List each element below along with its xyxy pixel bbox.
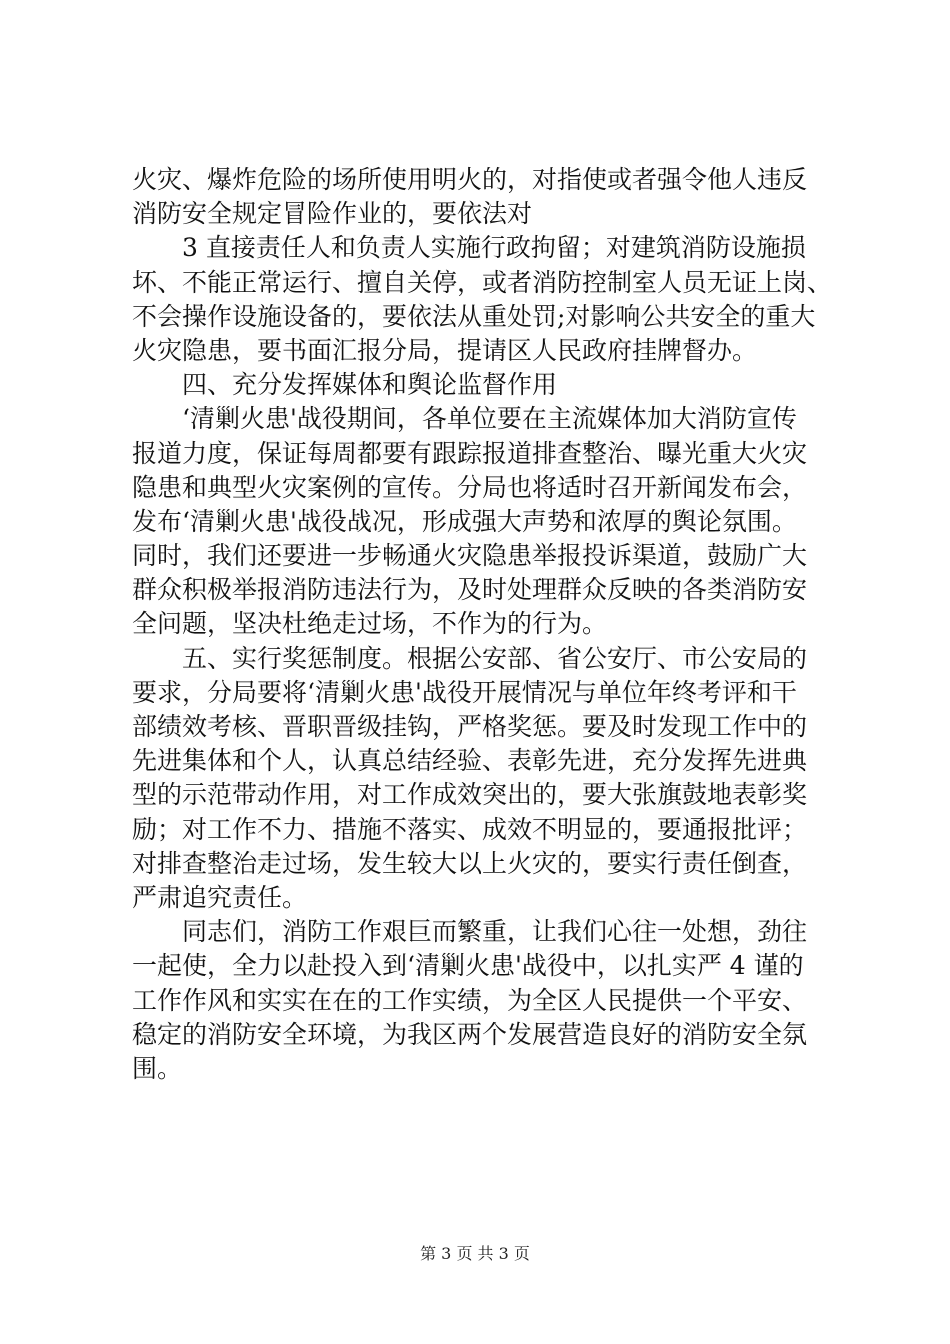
text-line: 稳定的消防安全环境，为我区两个发展营造良好的消防安全氛 [132,1019,808,1049]
text-line: 型的示范带动作用，对工作成效突出的，要大张旗鼓地表彰奖 [132,780,808,810]
document-body [132,163,832,1086]
text-line: 对排查整治走过场，发生较大以上火灾的，要实行责任倒查， [132,848,808,878]
text-line: 报道力度，保证每周都要有跟踪报道排查整治、曝光重大火灾 [132,438,808,468]
text-line: 围。 [132,1053,183,1083]
text-line: 一起使，全力以赴投入到‘清剿火患'战役中，以扎实严 4 谨的 [132,951,804,981]
text-line: 发布‘清剿火患'战役战况，形成强大声势和浓厚的舆论氛围。 [132,506,797,536]
page-number: 第 3 页 共 3 页 [420,1244,530,1263]
text-line: 坏、不能正常运行、擅自关停，或者消防控制室人员无证上岗、 [132,267,833,297]
page-footer [0,1244,950,1264]
text-line: 全问题，坚决杜绝走过场，不作为的行为。 [132,609,608,639]
text-line: 工作作风和实实在在的工作实绩，为全区人民提供一个平安、 [132,985,808,1015]
text-line: 同志们，消防工作艰巨而繁重，让我们心往一处想，劲往 [132,917,808,947]
text-line: 先进集体和个人，认真总结经验、表彰先进，充分发挥先进典 [132,746,808,776]
text-line: 五、实行奖惩制度。根据公安部、省公安厅、市公安局的 [132,643,808,673]
text-line: 火灾隐患，要书面汇报分局，提请区人民政府挂牌督办。 [132,335,758,365]
section-heading: 四、充分发挥媒体和舆论监督作用 [132,370,558,400]
text-line: 隐患和典型火灾案例的宣传。分局也将适时召开新闻发布会， [132,472,808,502]
text-line: 同时，我们还要进一步畅通火灾隐患举报投诉渠道，鼓励广大 [132,541,808,571]
text-line: 励；对工作不力、措施不落实、成效不明显的，要通报批评； [132,814,808,844]
text-line: 群众积极举报消防违法行为，及时处理群众反映的各类消防安 [132,575,808,605]
text-line: 严肃追究责任。 [132,882,308,912]
text-line: 3 直接责任人和负责人实施行政拘留；对建筑消防设施损 [132,233,806,263]
text-line: 要求，分局要将‘清剿火患'战役开展情况与单位年终考评和干 [132,677,797,707]
text-line: 消防安全规定冒险作业的，要依法对 [132,199,533,229]
text-line: 火灾、爆炸危险的场所使用明火的，对指使或者强令他人违反 [132,165,808,194]
text-line: ‘清剿火患'战役期间，各单位要在主流媒体加大消防宣传 [132,404,797,434]
text-line: 不会操作设施设备的，要依法从重处罚;对影响公共安全的重大 [132,301,816,331]
text-line: 部绩效考核、晋职晋级挂钩，严格奖惩。要及时发现工作中的 [132,712,808,741]
